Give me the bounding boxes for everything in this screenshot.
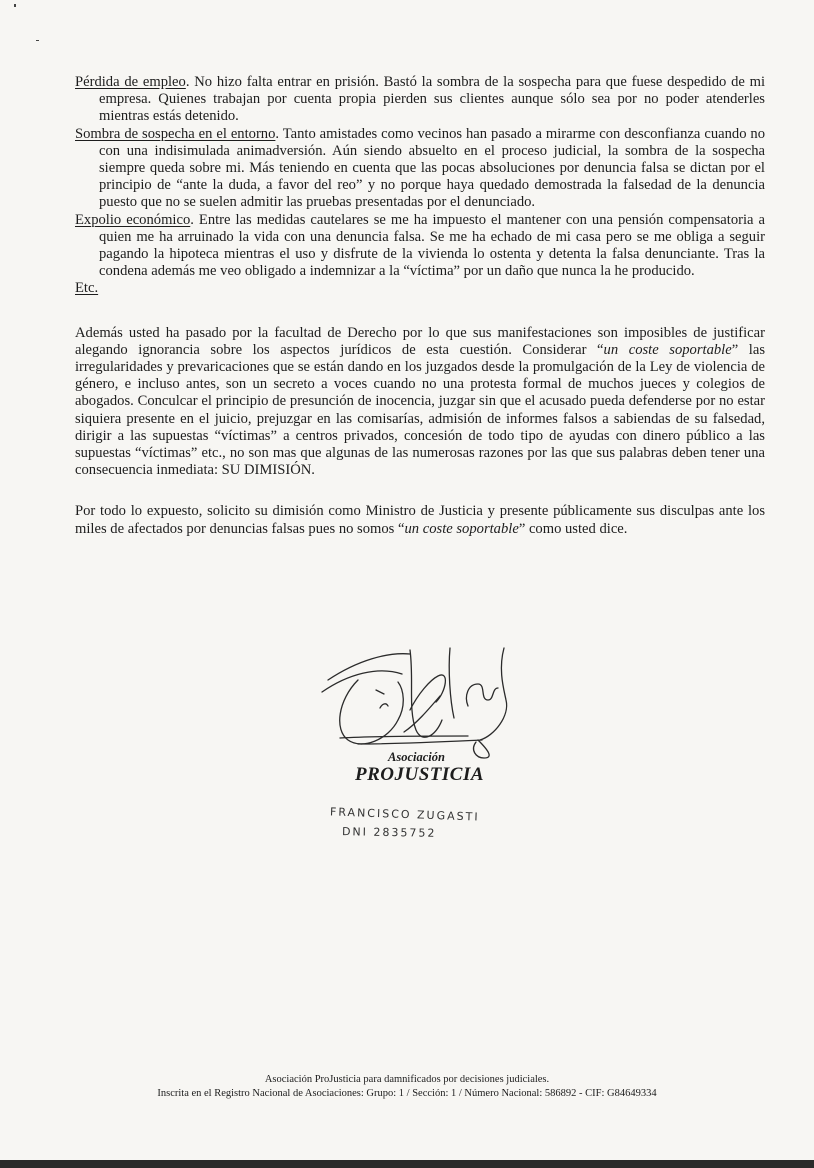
- scan-edge: [0, 1160, 814, 1168]
- item-heading: Sombra de sospecha en el entorno: [75, 125, 276, 142]
- handwritten-name: FRANCISCO ZUGASTI: [329, 805, 480, 824]
- stamp-association-label: Asociación: [388, 750, 445, 764]
- italic-quote: un coste soportable: [603, 341, 732, 358]
- item-text: . Tanto amistades como vecinos han pasado a mirarme con desconfianza cuando no con una indisimulada animadversión. Aún siendo absuelto en el proceso judicial, la sombra de la sospecha siempre queda sobre mi. Más teniendo en cuenta que las pocas absoluciones por denuncia falsa se dictan por el principio de “ante la duda, a favor del reo” y no porque haya quedado demostrada la falsedad de la denuncia puesto que no se suelen admitir las pruebas presentadas por el denunciado.: [99, 125, 766, 211]
- letter-body: [75, 74, 765, 538]
- paragraph-text: ” como usted dice.: [518, 520, 628, 537]
- paragraph-text: Por todo lo expuesto, solicito su dimisión como Ministro de Justicia y presente públicamente sus disculpas ante los miles de afectados por denuncias falsas pues no somos “: [75, 503, 765, 537]
- paragraph-conclusion: [75, 503, 765, 537]
- etc-label: Etc.: [75, 280, 99, 297]
- item-heading: Pérdida de empleo: [75, 74, 186, 90]
- paragraph-argument: [75, 325, 765, 480]
- list-item: [75, 126, 765, 212]
- item-text: . No hizo falta entrar en prisión. Bastó la sombra de la sospecha para que fuese despedido de mi empresa. Quienes trabajan por cuenta propia pierden sus clientes aunque sólo sea por no poder atenderles mientras estás detenido.: [99, 74, 765, 125]
- list-item: [75, 212, 765, 281]
- paragraph-text: ” las irregularidades y prevaricaciones que se están dando en los juzgados desde la promulgación de la Ley de violencia de género, e incluso antes, son un secreto a voces cuando no una protesta formal de muchos jueces y colegios de abogados. Conculcar el principio de presunción de inocencia, juzgar sin que el acusado pueda defenderse por no estar siquiera presente en el juicio, prejuzgar en las comisarías, admisión de informes falsos a sabiendas de su falsedad, dirigir a las supuestas “víctimas” a centros privados, concesión de todo tipo de ayudas con dinero público a las supuestas “víctimas” etc., no son mas que algunas de las numerosas razones por las que sus palabras deben tener una consecuencia inmediata: SU DIMISIÓN.: [75, 341, 765, 479]
- footer: [0, 1073, 814, 1101]
- stamp-association-name: PROJUSTICIA: [355, 764, 485, 785]
- scan-speck: [14, 4, 16, 7]
- list-item: [75, 74, 765, 126]
- scan-speck: [36, 40, 39, 41]
- italic-quote: un coste soportable: [404, 520, 519, 537]
- handwritten-id: DNI 2835752: [341, 825, 437, 840]
- paragraph-text: Además usted ha pasado por la facultad de Derecho por lo que sus manifestaciones son imposibles de justificar alegando ignorancia sobre los aspectos jurídicos de esta cuestión. Considerar “: [75, 324, 765, 358]
- item-heading: Expolio económico: [75, 211, 191, 228]
- footer-line-2: Inscrita en el Registro Nacional de Asociaciones: Grupo: 1 / Sección: 1 / Número Nacional: 586892 - CIF: G84649334: [157, 1088, 657, 1099]
- item-text: . Entre las medidas cautelares se me ha impuesto el mantener con una pensión compensatoria a quien me ha arruinado la vida con una denuncia falsa. Se me ha echado de mi casa pero se me obliga a seguir pagando la hipoteca mientras el uso y disfrute de la vivienda lo ostenta y detenta la falsa denunciante. Tras la condena además me veo obligado a indemnizar a la “víctima” por un daño que nunca la he producido.: [99, 211, 765, 280]
- footer-line-1: Asociación ProJusticia para damnificados por decisiones judiciales.: [264, 1074, 550, 1085]
